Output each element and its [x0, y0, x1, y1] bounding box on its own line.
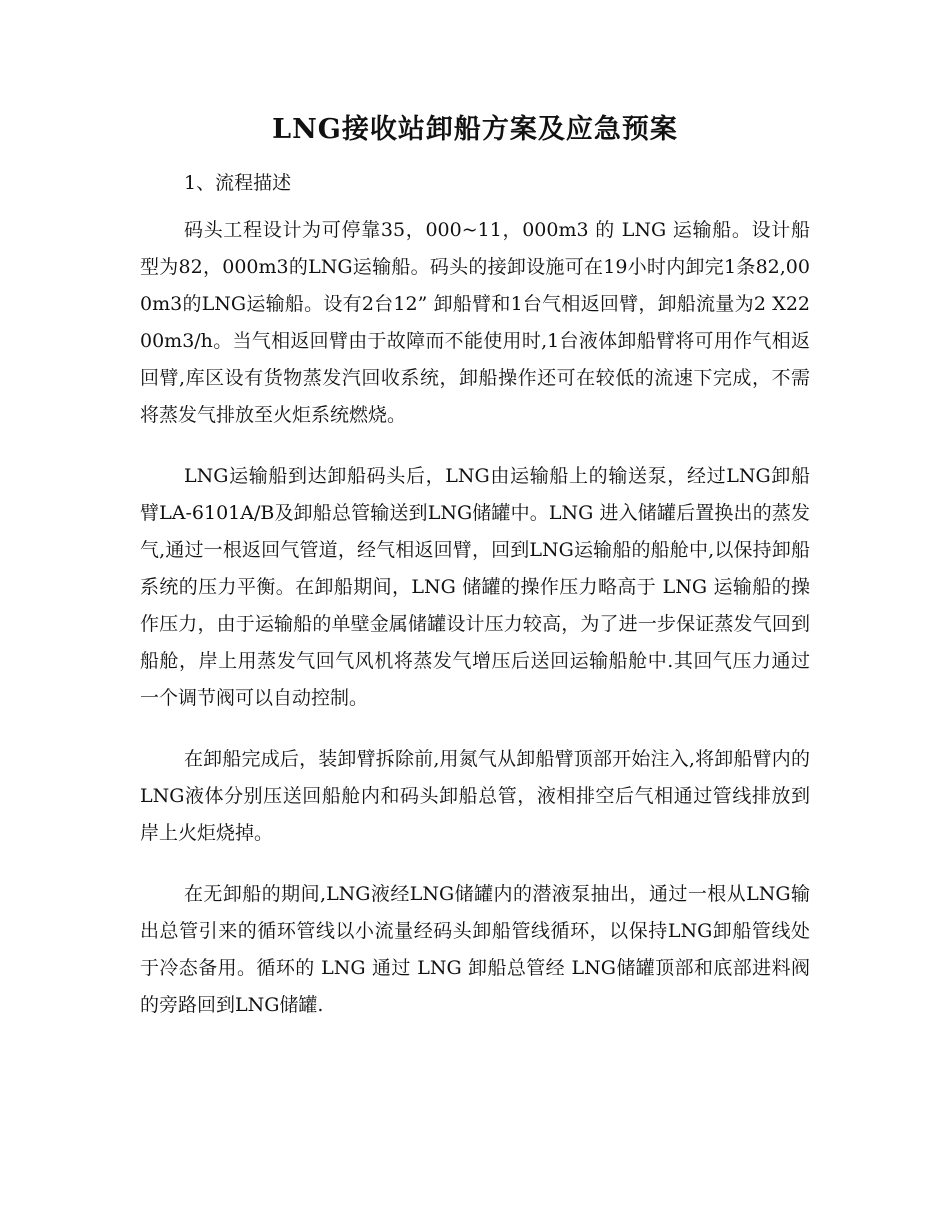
section-heading: 1、流程描述 [184, 172, 292, 194]
document-title: LNG接收站卸船方案及应急预案 [272, 114, 678, 145]
paragraph-idle-circulation: 在无卸船的期间,LNG液经LNG储罐内的潜液泵抽出，通过一根从LNG输出总管引来的循环管线以小流量经码头卸船管线循环，以保持LNG卸船管线处于冷态备用。循环的 LNG 通过 LNG 卸船总管经 LNG储罐顶部和底部进料阀的旁路回到LNG储罐. [140, 883, 810, 1016]
paragraph-post-unloading: 在卸船完成后，装卸臂拆除前,用氮气从卸船臂顶部开始注入,将卸船臂内的LNG液体分别压送回船舱内和码头卸船总管，液相排空后气相通过管线排放到岸上火炬烧掉。 [140, 748, 810, 844]
paragraph-process-overview: 码头工程设计为可停靠35，000~11，000m3 的 LNG 运输船。设计船型为82，000m3的LNG运输船。码头的接卸设施可在19小时内卸完1条82,000m3的LNG运输船。设有2台12” 卸船臂和1台气相返回臂，卸船流量为2 X2200m3/h。当气相返回臂由于故障而不能使用时,1台液体卸船臂将可用作气相返回臂,库区设有货物蒸发汽回收系统，卸船操作还可在较低的流速下完成，不需将蒸发气排放至火炬系统燃烧。 [140, 219, 810, 426]
paragraph-unloading-flow: LNG运输船到达卸船码头后，LNG由运输船上的输送泵，经过LNG卸船臂LA-6101A/B及卸船总管输送到LNG储罐中。LNG 进入储罐后置换出的蒸发气,通过一根返回气管道，经气相返回臂，回到LNG运输船的船舱中,以保持卸船系统的压力平衡。在卸船期间，LNG 储罐的操作压力略高于 LNG 运输船的操作压力，由于运输船的单壁金属储罐设计压力较高，为了进一步保证蒸发气回到船舱，岸上用蒸发气回气风机将蒸发气增压后送回运输船舱中.其回气压力通过一个调节阀可以自动控制。 [140, 465, 810, 709]
